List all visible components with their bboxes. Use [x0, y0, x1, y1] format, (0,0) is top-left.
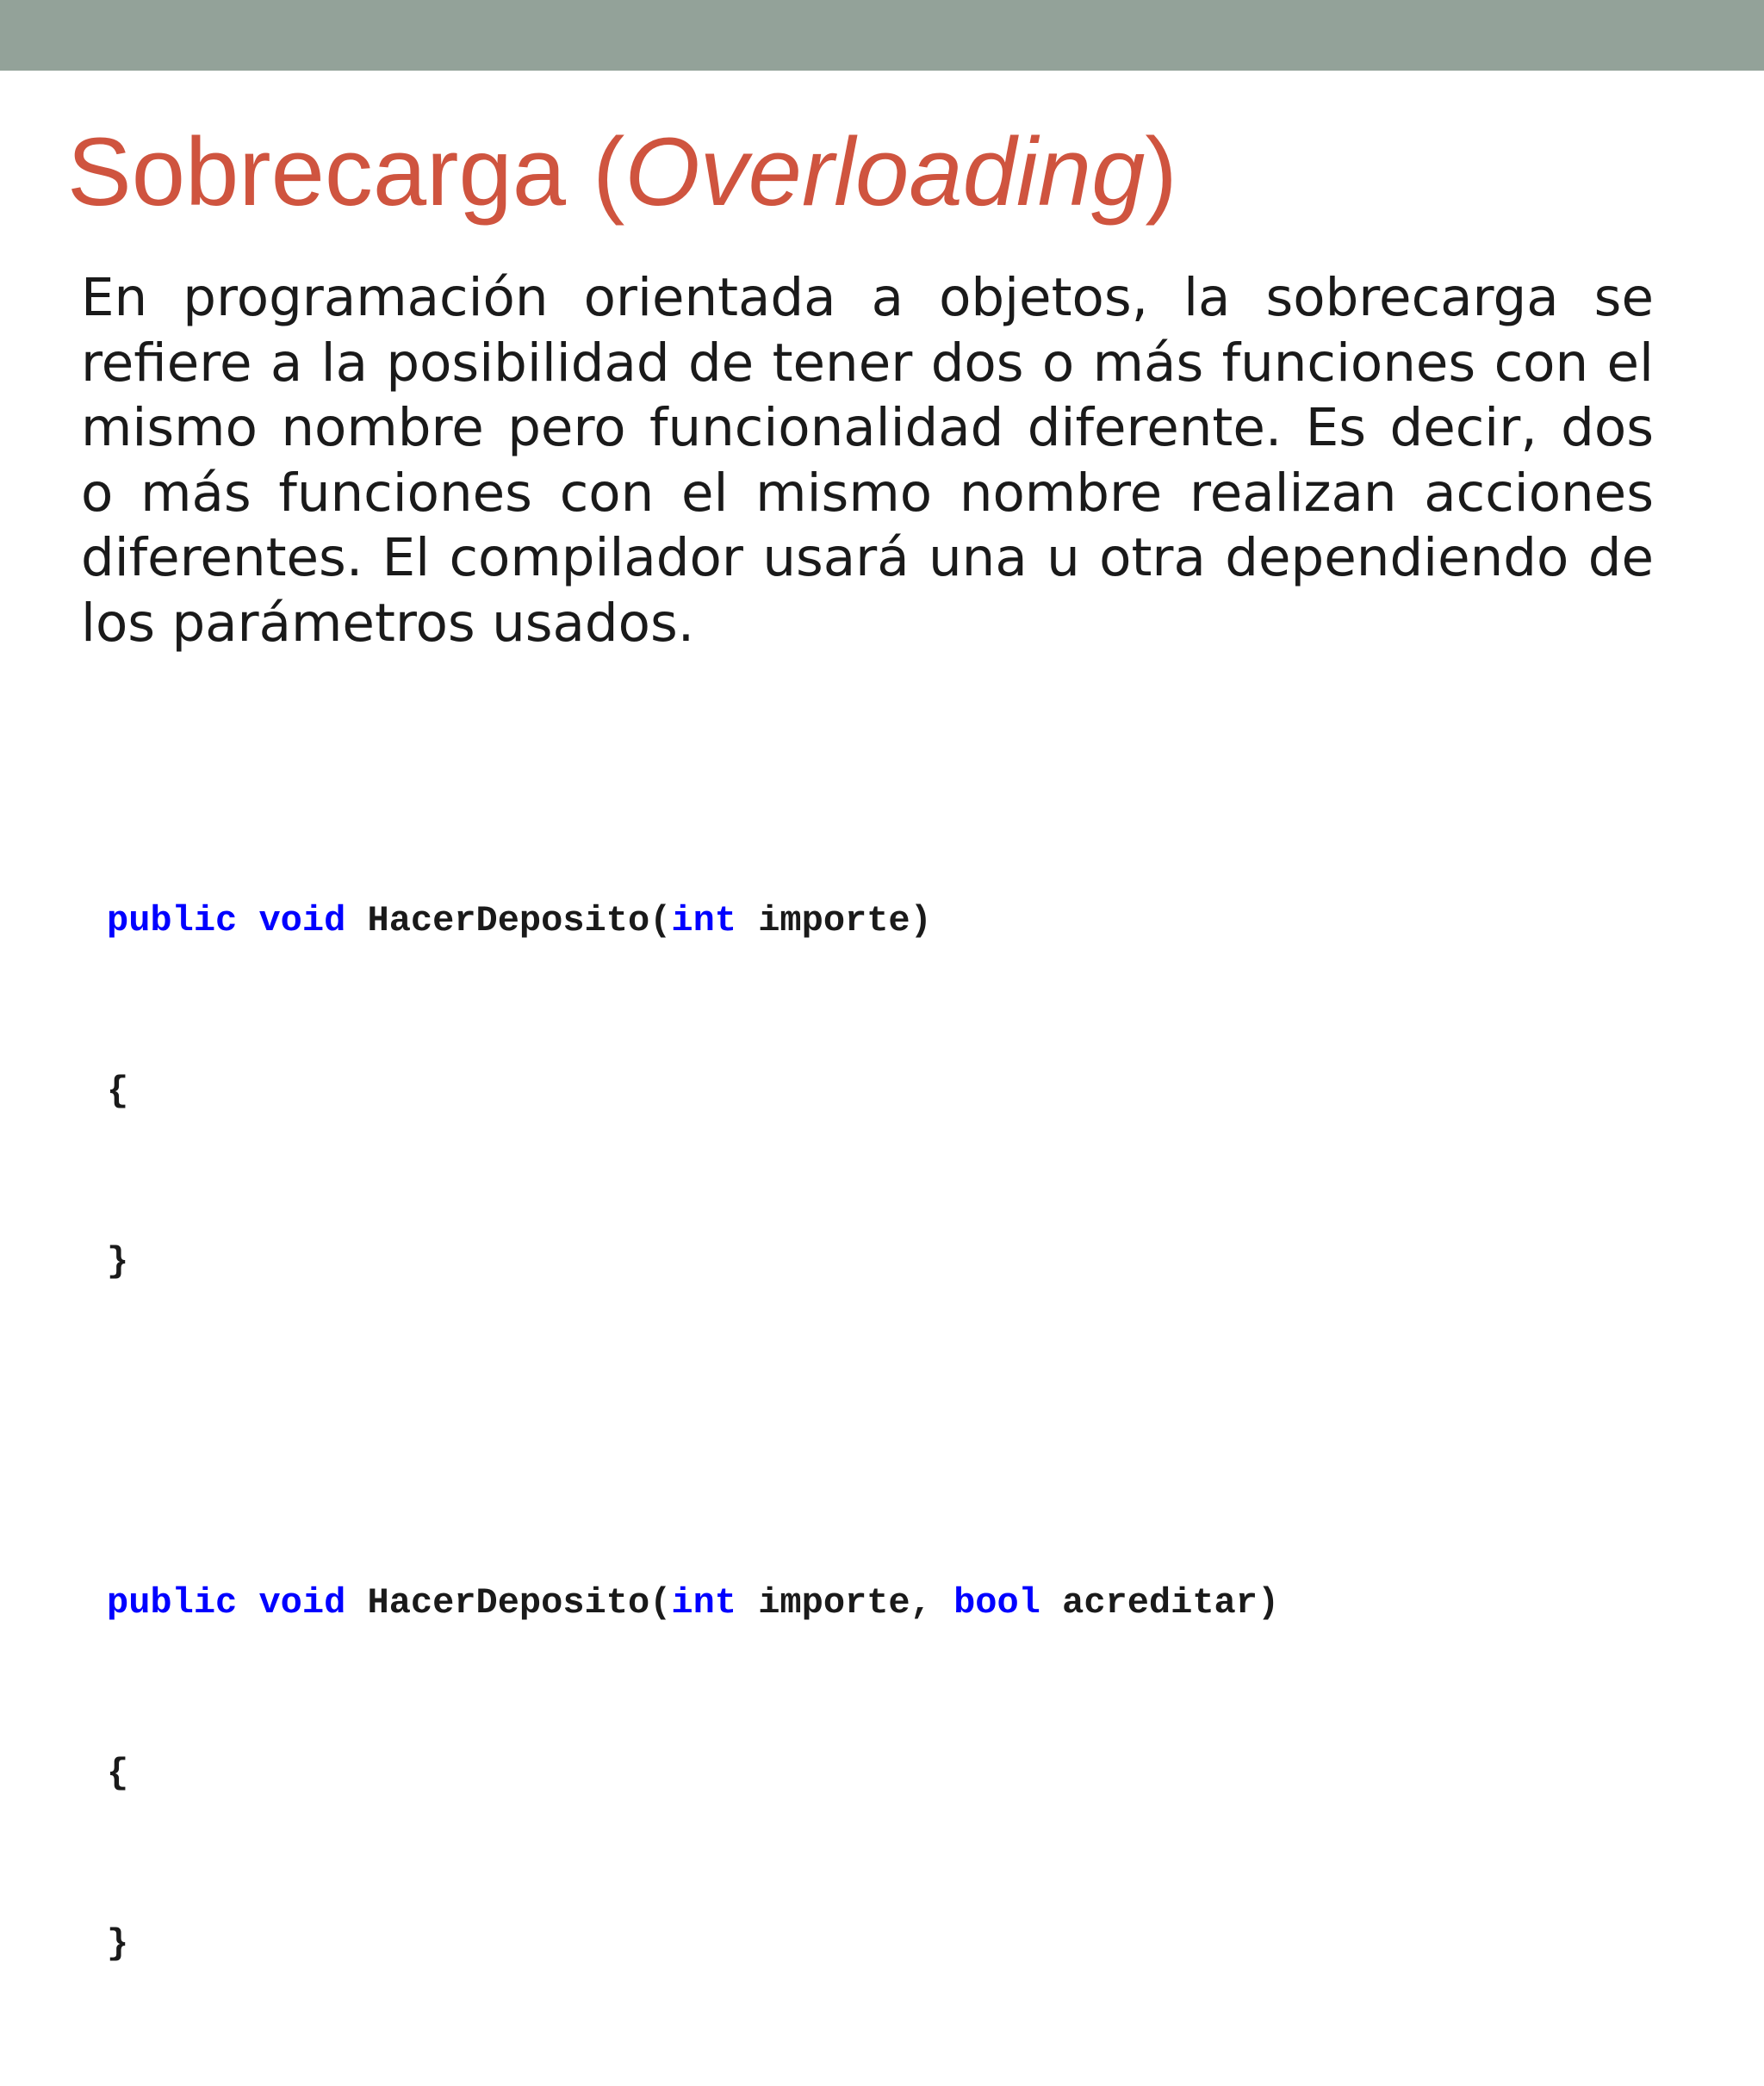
code-line-close-brace-2: }	[107, 1923, 129, 1965]
body-paragraph: En programación orientada a objetos, la sobrecarga se refiere a la posibilidad de tener dos o más funciones con el mismo nombre pero funcionalidad diferente. Es decir, dos o más funciones con el mismo nombre realizan acciones diferentes. El compilador usará una u otra dependiendo de los parámetros usados.	[81, 267, 1654, 654]
title-close: )	[1145, 118, 1177, 226]
param-text: importe)	[758, 900, 932, 941]
param-text: acreditar)	[1062, 1582, 1280, 1623]
method-name: HacerDeposito(	[367, 900, 672, 941]
title-italic-term: Overloading	[624, 118, 1146, 226]
param-text: importe,	[758, 1582, 932, 1623]
code-line-signature-2	[107, 1574, 1279, 1631]
top-accent-bar	[0, 0, 1764, 71]
code-line-signature-1	[107, 892, 1279, 949]
keyword-int: int	[671, 900, 736, 941]
keyword-void: void	[258, 1582, 346, 1623]
keyword-void: void	[258, 900, 346, 941]
keyword-public: public	[107, 1582, 238, 1623]
keyword-public: public	[107, 900, 238, 941]
keyword-bool: bool	[953, 1582, 1040, 1623]
keyword-int: int	[671, 1582, 736, 1623]
code-block	[107, 779, 1279, 2086]
code-line-close-brace-1: }	[107, 1241, 129, 1282]
title-main: Sobrecarga (	[67, 118, 625, 226]
code-line-open-brace-2: {	[107, 1753, 129, 1794]
method-name: HacerDeposito(	[367, 1582, 672, 1623]
slide-title	[67, 112, 1177, 233]
code-line-open-brace-1: {	[107, 1071, 129, 1112]
code-blank-line	[107, 1404, 1279, 1461]
